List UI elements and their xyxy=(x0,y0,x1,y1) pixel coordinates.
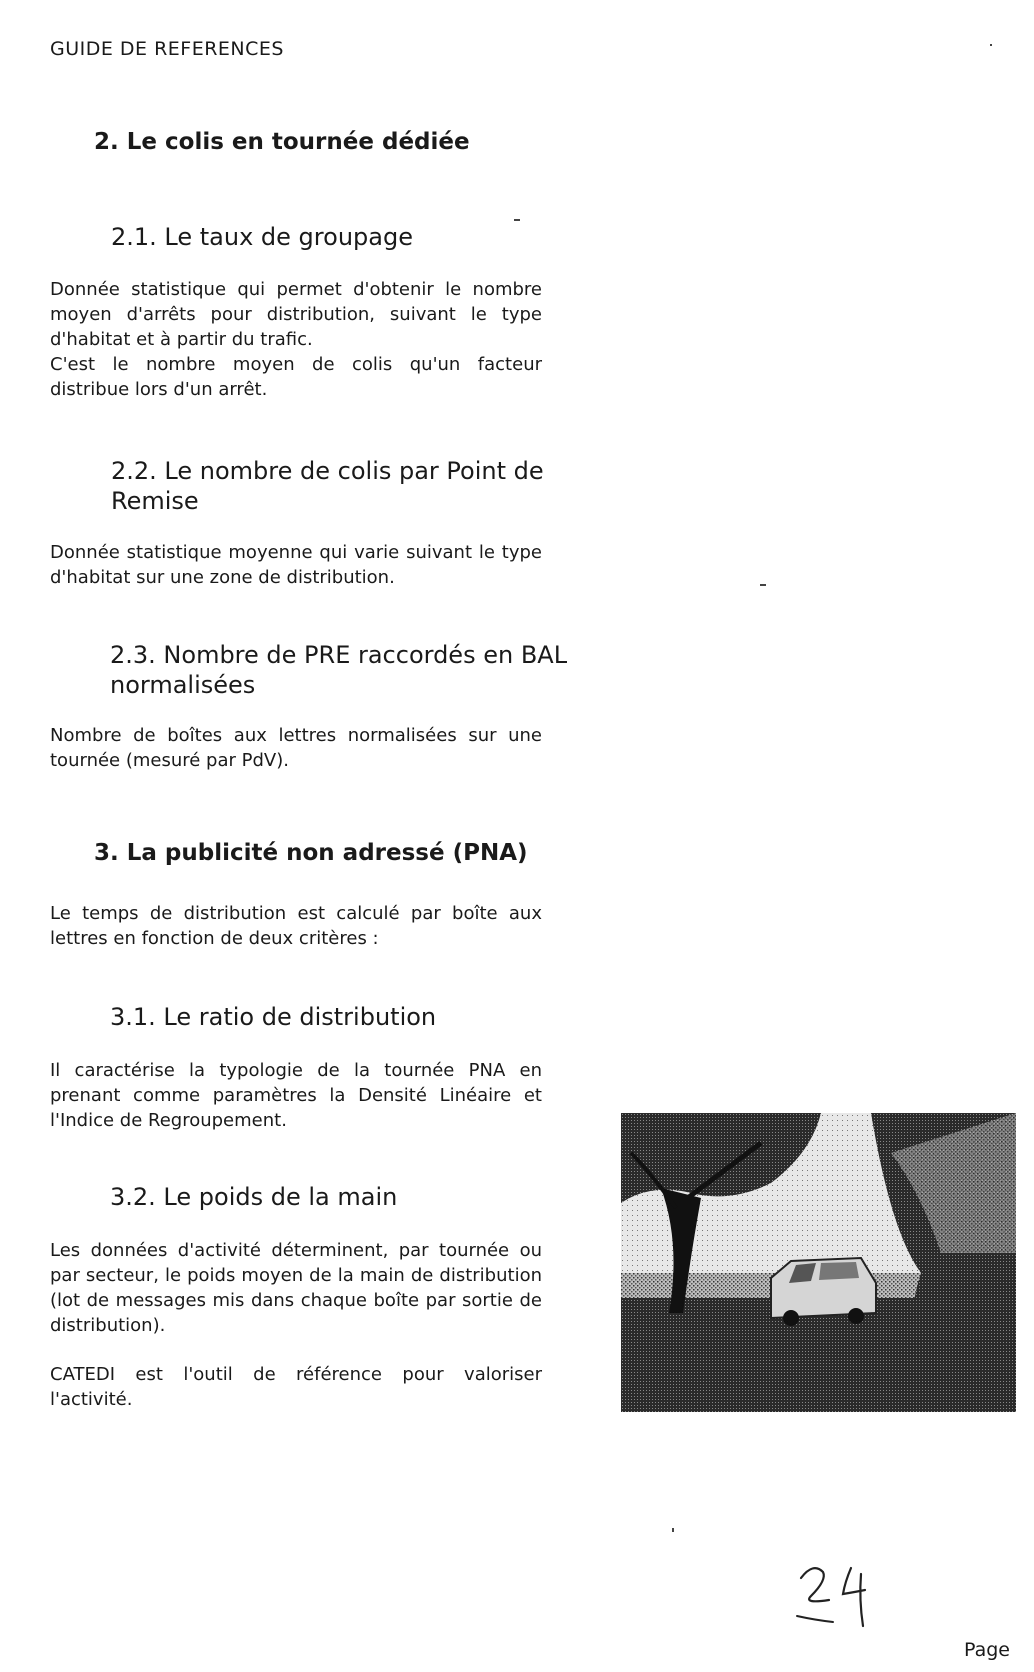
section-2-3-title xyxy=(110,640,567,700)
section-3-2-paragraph-1: Les données d'activité déterminent, par tournée ou par secteur, le poids moyen de la main de distribution (lot de messages mis dans chaque boîte par sortie de distribution). xyxy=(50,1240,542,1336)
section-2-1-paragraph-2: C'est le nombre moyen de colis qu'un facteur distribue lors d'un arrêt. xyxy=(50,354,542,400)
section-2-2-title-line-1: 2.2. Le nombre de colis par Point de xyxy=(111,457,544,485)
scan-speck xyxy=(990,44,992,46)
delivery-van-photo xyxy=(621,1113,1016,1412)
handwritten-page-number xyxy=(793,1560,883,1630)
section-3-1-title: 3.1. Le ratio de distribution xyxy=(110,1003,437,1031)
section-2-title: 2. Le colis en tournée dédiée xyxy=(94,129,470,155)
section-2-1-paragraph-1: Donnée statistique qui permet d'obtenir le nombre moyen d'arrêts pour distribution, suivant le type d'habitat et à partir du trafic. xyxy=(50,279,542,350)
section-2-2-paragraph-1: Donnée statistique moyenne qui varie suivant le type d'habitat sur une zone de distribution. xyxy=(50,542,542,588)
section-3-1-paragraph-1: Il caractérise la typologie de la tournée PNA en prenant comme paramètres la Densité Linéaire et l'Indice de Regroupement. xyxy=(50,1060,542,1131)
section-3-2-paragraph-2: CATEDI est l'outil de référence pour valoriser l'activité. xyxy=(50,1364,542,1410)
page-label: Page xyxy=(964,1639,1010,1661)
scan-speck xyxy=(760,584,766,586)
section-2-2-title-line-2: Remise xyxy=(111,487,199,515)
document-header: GUIDE DE REFERENCES xyxy=(50,38,284,60)
section-2-3-title-line-2: normalisées xyxy=(110,671,256,699)
section-2-1-title: 2.1. Le taux de groupage xyxy=(111,223,413,251)
section-2-3-title-line-1: 2.3. Nombre de PRE raccordés en BAL xyxy=(110,641,568,669)
section-3-title: 3. La publicité non adressé (PNA) xyxy=(94,840,528,866)
scan-speck xyxy=(514,219,520,221)
section-3-2-title: 3.2. Le poids de la main xyxy=(110,1183,398,1211)
scan-speck xyxy=(672,1528,674,1532)
section-2-3-paragraph-1: Nombre de boîtes aux lettres normalisées sur une tournée (mesuré par PdV). xyxy=(50,725,542,771)
section-3-paragraph-1: Le temps de distribution est calculé par boîte aux lettres en fonction de deux critères : xyxy=(50,903,542,949)
section-2-2-title xyxy=(111,456,544,516)
